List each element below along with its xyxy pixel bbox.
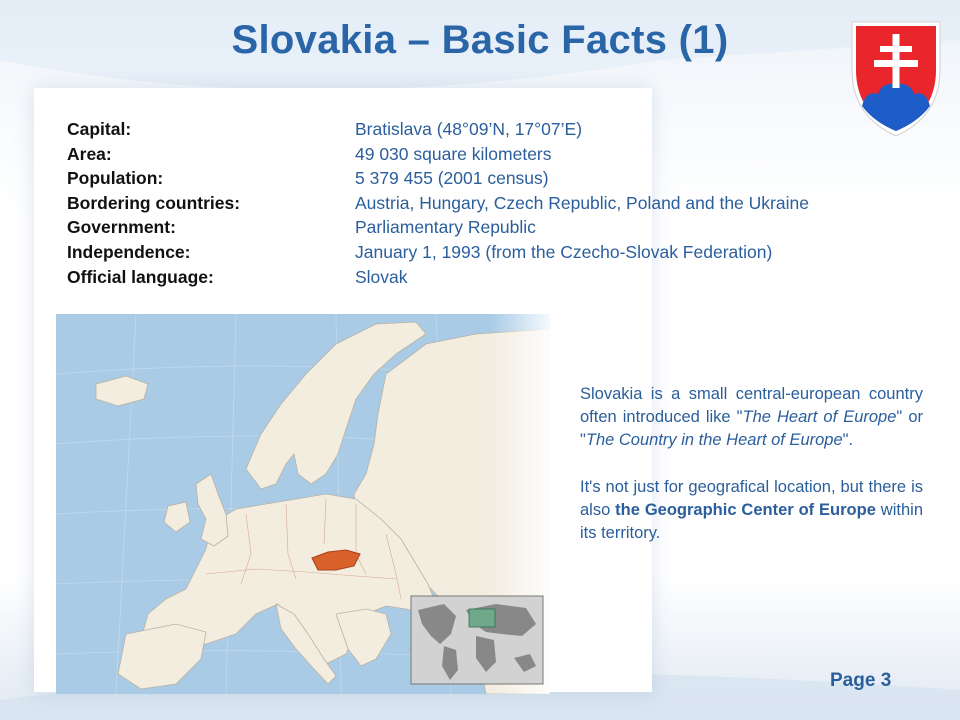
fact-row-capital xyxy=(67,117,937,142)
fact-value: January 1, 1993 (from the Czecho-Slovak Federation) xyxy=(355,241,773,262)
world-inset-map xyxy=(411,596,543,684)
description-text xyxy=(580,383,923,568)
europe-map xyxy=(56,314,550,694)
fact-value: Austria, Hungary, Czech Republic, Poland and the Ukraine xyxy=(355,192,809,213)
slide-title: Slovakia – Basic Facts (1) xyxy=(231,18,729,62)
italic-phrase: The Country in the Heart of Europe xyxy=(585,431,843,450)
description-paragraph-2 xyxy=(580,476,923,546)
fact-row-bordering-countries xyxy=(67,191,937,216)
fact-label: Area: xyxy=(67,143,112,164)
bold-phrase: the Geographic Center of Europe xyxy=(615,500,876,519)
text-run: ". xyxy=(842,431,854,450)
fact-row-government xyxy=(67,215,937,240)
fact-row-independence xyxy=(67,240,937,265)
fact-label: Population: xyxy=(67,168,164,189)
text-run: " or " xyxy=(580,408,923,450)
fact-value: 49 030 square kilometers xyxy=(355,143,552,164)
fact-label: Government: xyxy=(67,217,176,238)
facts-list xyxy=(67,117,937,289)
fact-row-official-language xyxy=(67,265,937,290)
fact-value: Slovak xyxy=(355,266,408,287)
fact-value: 5 379 455 (2001 census) xyxy=(355,168,549,189)
fact-label: Bordering countries: xyxy=(67,192,241,213)
fact-value: Bratislava (48°09’N, 17°07’E) xyxy=(355,119,583,139)
fact-label: Capital: xyxy=(67,119,132,139)
fact-label: Independence: xyxy=(67,241,191,262)
fact-row-area xyxy=(67,142,937,167)
text-run: Slovakia is a small central-european country often introduced like " xyxy=(580,385,923,427)
fact-row-population xyxy=(67,166,937,191)
italic-phrase: The Heart of Europe xyxy=(742,408,897,427)
description-paragraph-1 xyxy=(580,383,923,453)
text-run: It's not just for geografical location, but there is also xyxy=(580,477,923,519)
fact-value: Parliamentary Republic xyxy=(355,217,536,238)
fact-label: Official language: xyxy=(67,266,214,287)
page-number: Page 3 xyxy=(830,670,892,691)
text-run: within its territory. xyxy=(580,500,923,543)
